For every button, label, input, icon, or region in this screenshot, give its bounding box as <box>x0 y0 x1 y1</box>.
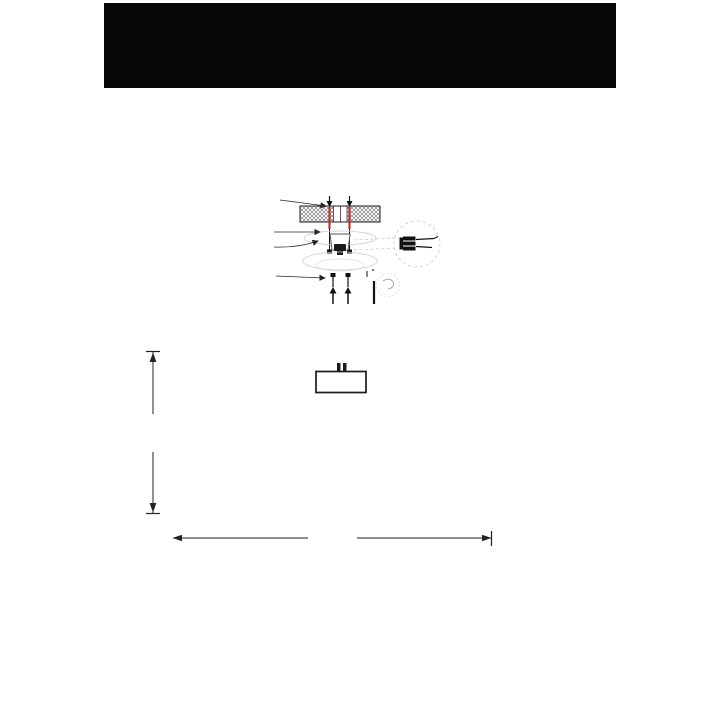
wire-connector-detail <box>354 221 440 267</box>
canopy <box>303 231 377 271</box>
instruction-item <box>143 616 171 638</box>
instruction-item <box>143 638 171 660</box>
lamp-box <box>316 363 366 393</box>
canopy-screws <box>330 273 352 304</box>
width-dimension <box>173 531 492 546</box>
instruction-item <box>143 572 171 594</box>
label-d <box>280 200 326 206</box>
instruction-item <box>143 660 171 682</box>
instruction-item <box>143 594 171 616</box>
hanging-pin-detail <box>367 269 400 304</box>
instruction-item <box>143 682 171 704</box>
ceiling-plate <box>300 206 380 222</box>
instruction-list <box>143 572 171 705</box>
label-c <box>276 276 325 278</box>
height-dimension <box>146 352 160 514</box>
